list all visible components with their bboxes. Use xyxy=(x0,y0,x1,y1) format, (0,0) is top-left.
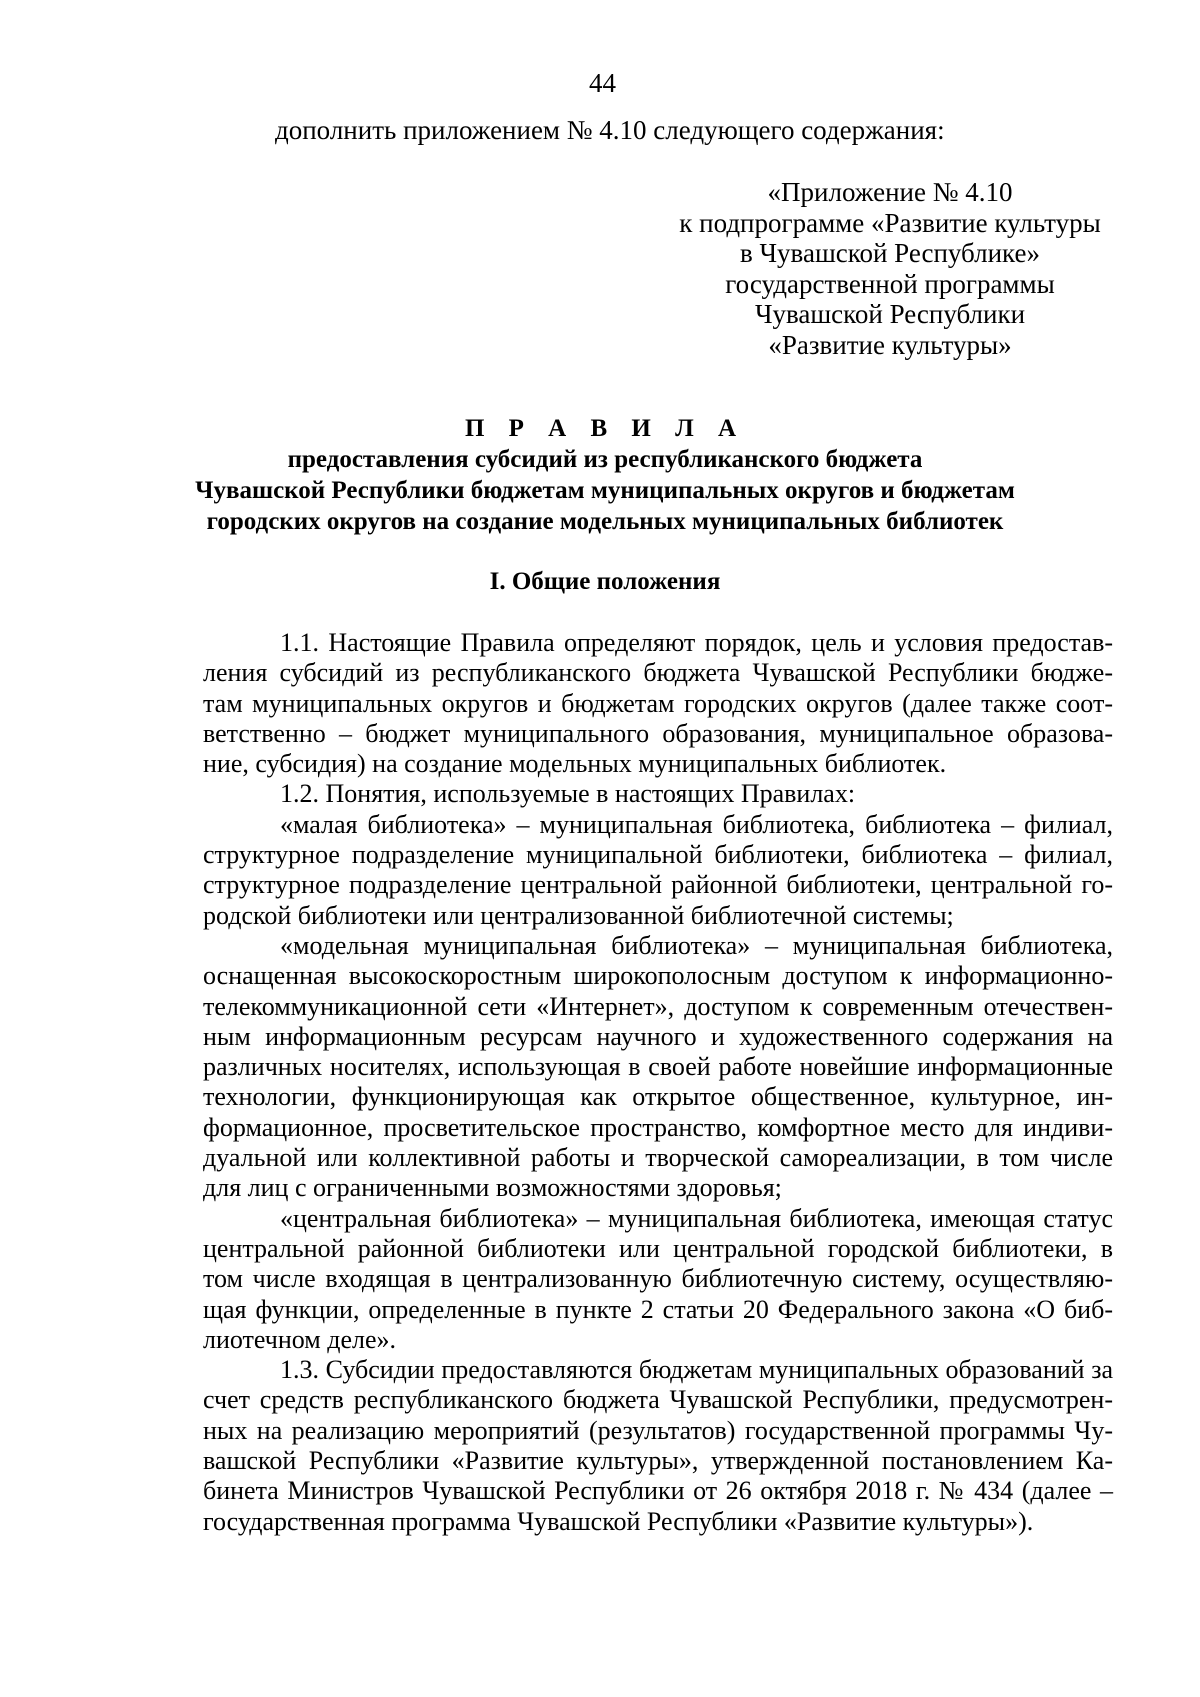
paragraph xyxy=(203,779,1113,809)
paragraph xyxy=(203,810,1113,931)
body-text xyxy=(203,628,1113,1537)
paragraph-line: для лиц с ограниченными возможностями здоровья; xyxy=(203,1173,782,1203)
paragraph-line: «малая библиотека» – муниципальная библиотека, библиотека – филиал, xyxy=(280,809,1113,839)
paragraph-line: государственная программа Чувашской Республики «Развитие культуры»). xyxy=(203,1506,1034,1536)
paragraph-line: центральной районной библиотеки или центральной городской библиотеки, в xyxy=(203,1233,1113,1263)
paragraph-line: щая функции, определенные в пункте 2 статьи 20 Федерального закона «О биб- xyxy=(203,1294,1113,1324)
appendix-line: в Чувашской Республике» xyxy=(740,238,1040,268)
paragraph-line: различных носителях, использующая в своей работе новейшие информационные xyxy=(203,1052,1113,1082)
document-subtitle-line: Чувашской Республики бюджетам муниципальных округов и бюджетам xyxy=(195,477,1015,504)
paragraph-line: телекоммуникационной сети «Интернет», доступом к современным отечествен- xyxy=(203,991,1113,1021)
paragraph-line: структурное подразделение центральной районной библиотеки, центральной го- xyxy=(203,870,1113,900)
paragraph-line: ления субсидий из республиканского бюджета Чувашской Республики бюдже- xyxy=(203,658,1113,688)
paragraph-line: счет средств республиканского бюджета Чувашской Республики, предусмотрен- xyxy=(203,1385,1113,1415)
paragraph-line: ным информационным ресурсам научного и художественного содержания на xyxy=(203,1021,1113,1051)
appendix-line: «Приложение № 4.10 xyxy=(767,177,1013,207)
paragraph-line: формационное, просветительское пространство, комфортное место для индиви- xyxy=(203,1112,1113,1142)
paragraph-line: 1.2. Понятия, используемые в настоящих Правилах: xyxy=(280,779,856,809)
appendix-line: к подпрограмме «Развитие культуры xyxy=(679,207,1101,238)
page-number: 44 xyxy=(589,68,616,98)
document-heading xyxy=(0,413,1200,537)
section-title: I. Общие положения xyxy=(489,568,721,595)
paragraph xyxy=(203,628,1113,779)
paragraph xyxy=(203,931,1113,1204)
paragraph-line: «модельная муниципальная библиотека» – муниципальная библиотека, xyxy=(280,930,1113,960)
paragraph-line: там муниципальных округов и бюджетам городских округов (далее также соот- xyxy=(203,688,1113,718)
paragraph-line: оснащенная высокоскоростным широкополосным доступом к информационно- xyxy=(203,961,1113,991)
paragraph-line: 1.3. Субсидии предоставляются бюджетам муниципальных образований за xyxy=(280,1355,1113,1385)
document-subtitle-line: предоставления субсидий из республиканского бюджета xyxy=(287,446,923,473)
paragraph-line: том числе входящая в централизованную библиотечную систему, осуществляю- xyxy=(203,1264,1113,1294)
intro-line: дополнить приложением № 4.10 следующего содержания: xyxy=(275,115,945,145)
appendix-line: Чувашской Республики xyxy=(754,299,1026,329)
paragraph-line: ние, субсидия) на создание модельных муниципальных библиотек. xyxy=(203,749,947,779)
appendix-reference xyxy=(670,177,1110,360)
paragraph-line: ных на реализацию мероприятий (результатов) государственной программы Чу- xyxy=(203,1415,1113,1445)
paragraph-line: родской библиотеки или централизованной библиотечной системы; xyxy=(203,900,954,930)
paragraph-line: технологии, функционирующая как открытое общественное, культурное, ин- xyxy=(203,1082,1113,1112)
paragraph-line: структурное подразделение муниципальной библиотеки, библиотека – филиал, xyxy=(203,840,1113,870)
paragraph-line: ветственно – бюджет муниципального образования, муниципальное образова- xyxy=(203,718,1113,748)
document-title: П Р А В И Л А xyxy=(464,415,746,442)
paragraph-line: бинета Министров Чувашской Республики от 26 октября 2018 г. № 434 (далее – xyxy=(203,1476,1113,1506)
paragraph xyxy=(203,1355,1113,1537)
appendix-line: государственной программы xyxy=(725,268,1055,299)
appendix-line: «Развитие культуры» xyxy=(768,329,1012,360)
paragraph-line: дуальной или коллективной работы и творческой самореализации, в том числе xyxy=(203,1143,1113,1173)
paragraph-line: вашской Республики «Развитие культуры», утвержденной постановлением Ка- xyxy=(203,1446,1113,1476)
paragraph-line: 1.1. Настоящие Правила определяют порядок, цель и условия предостав- xyxy=(280,628,1113,657)
paragraph-line: лиотечном деле». xyxy=(203,1324,397,1354)
paragraph xyxy=(203,1204,1113,1355)
document-subtitle-line: городских округов на создание модельных муниципальных библиотек xyxy=(206,508,1004,535)
paragraph-line: «центральная библиотека» – муниципальная библиотека, имеющая статус xyxy=(280,1203,1113,1233)
